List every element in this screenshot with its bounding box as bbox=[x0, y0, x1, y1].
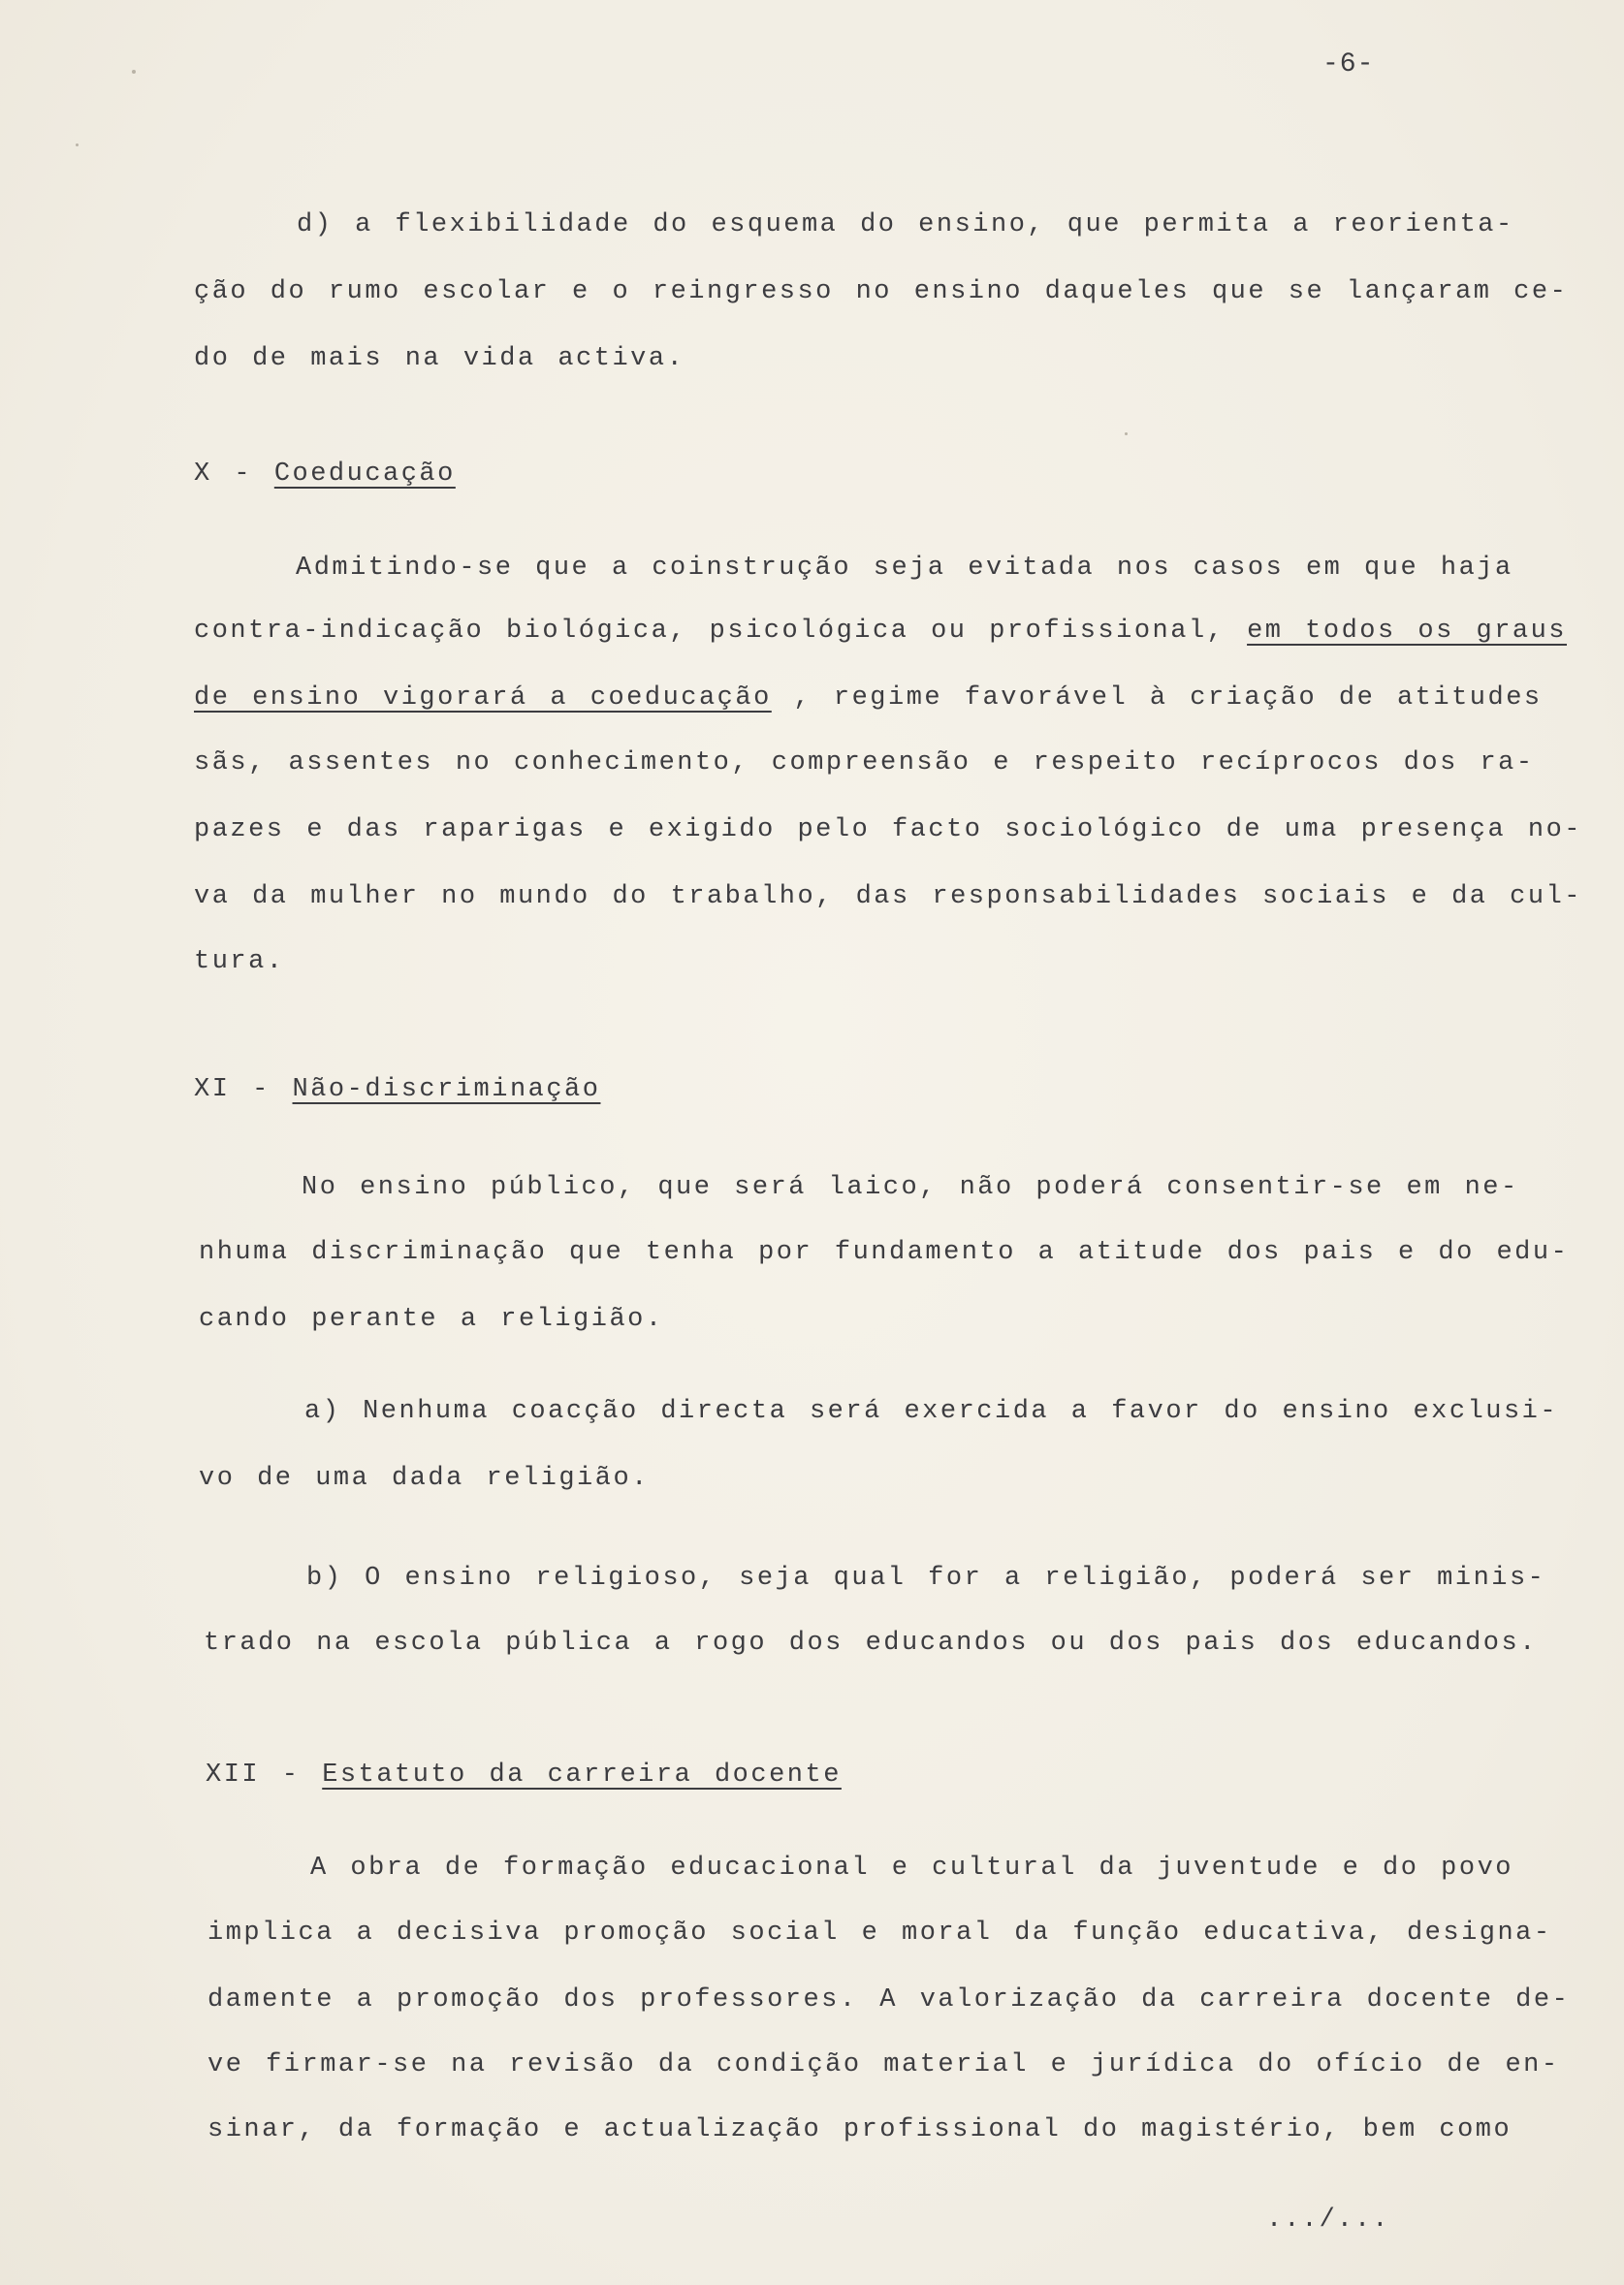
section-xi-line-1: No ensino público, que será laico, não poderá consentir-se em ne- bbox=[302, 1173, 1519, 1202]
section-x-heading bbox=[194, 441, 456, 508]
paragraph-d-line-3: do de mais na vida activa. bbox=[194, 344, 685, 373]
section-xi-title: Não-discriminação bbox=[292, 1075, 601, 1104]
section-x-line-1: Admitindo-se que a coinstrução seja evitada nos casos em que haja bbox=[296, 554, 1513, 583]
paper-speck bbox=[132, 70, 136, 74]
section-xii-line-5: sinar, da formação e actualização profissional do magistério, bem como bbox=[207, 2115, 1513, 2144]
section-xii-line-2: implica a decisiva promoção social e moral da função educativa, designa- bbox=[207, 1919, 1552, 1948]
section-xii-line-1: A obra de formação educacional e cultural da juventude e do povo bbox=[310, 1854, 1513, 1883]
section-xii-line-4: ve firmar-se na revisão da condição material e jurídica do ofício de en- bbox=[207, 2050, 1560, 2079]
paragraph-d-line-1: d) a flexibilidade do esquema do ensino, que permita a reorienta- bbox=[297, 210, 1514, 239]
page-number: -6- bbox=[1322, 49, 1375, 79]
section-x-number: X - bbox=[194, 460, 274, 489]
section-x-line-3-text: , regime favorável à criação de atitudes bbox=[771, 683, 1543, 713]
section-xi-item-a-line-2: vo de uma dada religião. bbox=[199, 1464, 650, 1493]
section-x-line-2-text: contra-indicação biológica, psicológica ou profissional, bbox=[194, 617, 1248, 646]
section-x-line-5: pazes e das raparigas e exigido pelo facto sociológico de uma presença no- bbox=[194, 815, 1582, 844]
section-x-line-6: va da mulher no mundo do trabalho, das responsabilidades sociais e da cul- bbox=[194, 882, 1582, 911]
paper-speck bbox=[76, 143, 79, 146]
section-x-line-2 bbox=[194, 598, 1568, 665]
section-xi-item-a-line-1: a) Nenhuma coacção directa será exercida a favor do ensino exclusi- bbox=[304, 1397, 1559, 1426]
section-xi-line-3: cando perante a religião. bbox=[199, 1305, 664, 1334]
section-x-emphasis-2: de ensino vigorará a coeducação bbox=[194, 683, 772, 713]
section-x-emphasis-1: em todos os graus bbox=[1247, 617, 1568, 646]
section-xi-heading bbox=[194, 1057, 600, 1124]
section-x-line-4: sãs, assentes no conhecimento, compreensão e respeito recíprocos dos ra- bbox=[194, 748, 1535, 778]
section-xi-number: XI - bbox=[194, 1075, 293, 1104]
section-xii-heading bbox=[206, 1742, 842, 1809]
paper-speck bbox=[1125, 432, 1128, 435]
continuation-mark: .../... bbox=[1266, 2206, 1390, 2235]
section-x-title: Coeducação bbox=[273, 460, 456, 489]
section-x-line-7: tura. bbox=[194, 947, 285, 976]
section-xii-number: XII - bbox=[206, 1761, 323, 1790]
paragraph-d-line-2: ção do rumo escolar e o reingresso no ensino daqueles que se lançaram ce- bbox=[194, 277, 1569, 306]
section-xi-item-b-line-2: trado na escola pública a rogo dos educandos ou dos pais dos educandos. bbox=[204, 1629, 1538, 1658]
section-xi-line-2: nhuma discriminação que tenha por fundamento a atitude dos pais e do edu- bbox=[199, 1238, 1570, 1267]
section-xii-line-3: damente a promoção dos professores. A valorização da carreira docente de- bbox=[207, 1985, 1571, 2015]
section-x-line-3 bbox=[194, 665, 1543, 732]
section-xi-item-b-line-1: b) O ensino religioso, seja qual for a religião, poderá ser minis- bbox=[306, 1564, 1546, 1593]
section-xii-title: Estatuto da carreira docente bbox=[322, 1761, 842, 1790]
